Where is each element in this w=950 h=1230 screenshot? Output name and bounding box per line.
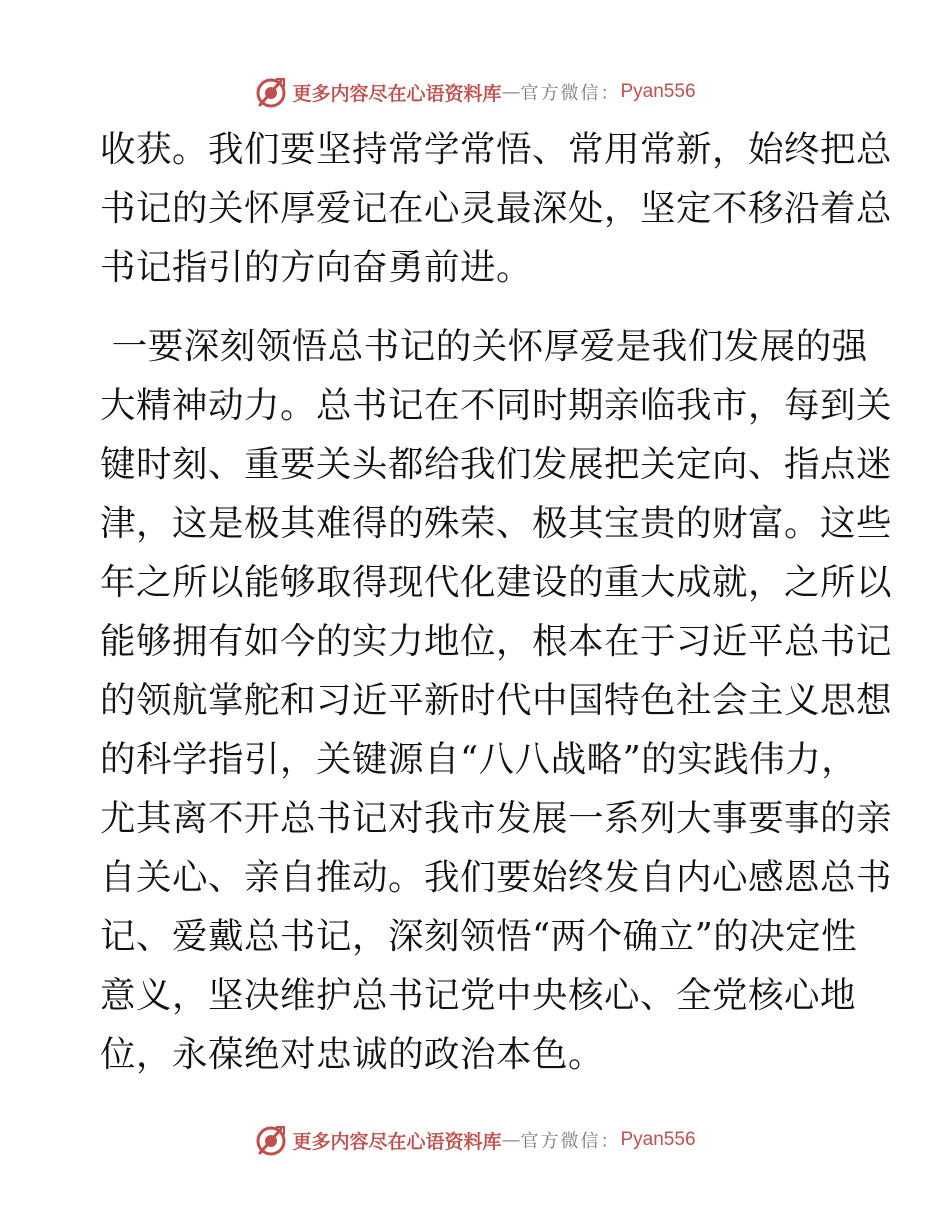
text-line: 一要深刻领悟总书记的关怀厚爱是我们发展的强 bbox=[100, 326, 868, 367]
banner-wechat-id: Pyan556 bbox=[620, 1129, 696, 1150]
header-banner bbox=[0, 72, 950, 112]
paragraph-2 bbox=[100, 317, 893, 1084]
text-line: 自关心、亲自推动。我们要始终发自内心感恩总书 bbox=[100, 857, 893, 898]
text-line: 的科学指引，关键源自“八八战略”的实践伟力， bbox=[100, 739, 858, 780]
text-line: 能够拥有如今的实力地位，根本在于习近平总书记 bbox=[100, 621, 893, 662]
text-line: 津，这是极其难得的殊荣、极其宝贵的财富。这些 bbox=[100, 503, 893, 544]
banner-wechat-id: Pyan556 bbox=[620, 81, 696, 102]
text-line: 的领航掌舵和习近平新时代中国特色社会主义思想 bbox=[100, 680, 893, 721]
banner-official-label: 官方微信： bbox=[520, 1131, 621, 1152]
document-body bbox=[100, 120, 893, 1084]
text-line: 书记的关怀厚爱记在心灵最深处，坚定不移沿着总 bbox=[100, 188, 893, 229]
banner-official-label: 官方微信： bbox=[520, 83, 621, 104]
text-line: 大精神动力。总书记在不同时期亲临我市，每到关 bbox=[100, 385, 893, 426]
brand-logo-icon bbox=[254, 75, 288, 109]
footer-banner bbox=[0, 1120, 950, 1160]
text-line: 位，永葆绝对忠诚的政治本色。 bbox=[100, 1034, 605, 1075]
text-line: 意义，坚决维护总书记党中央核心、全党核心地 bbox=[100, 975, 857, 1016]
text-line: 记、爱戴总书记，深刻领悟“两个确立”的决定性 bbox=[100, 916, 858, 957]
brand-logo-icon bbox=[254, 1123, 288, 1157]
text-line: 键时刻、重要关头都给我们发展把关定向、指点迷 bbox=[100, 444, 893, 485]
paragraph-1 bbox=[100, 120, 893, 297]
text-line: 年之所以能够取得现代化建设的重大成就，之所以 bbox=[100, 562, 893, 603]
banner-separator: — bbox=[501, 1129, 521, 1151]
text-line: 书记指引的方向奋勇前进。 bbox=[100, 247, 533, 288]
banner-brand-text: 更多内容尽在心语资料库 bbox=[292, 1130, 502, 1153]
text-line: 尤其离不开总书记对我市发展一系列大事要事的亲 bbox=[100, 798, 893, 839]
banner-separator: — bbox=[501, 81, 521, 103]
banner-brand-text: 更多内容尽在心语资料库 bbox=[292, 82, 502, 105]
text-line: 收获。我们要坚持常学常悟、常用常新，始终把总 bbox=[100, 129, 893, 170]
